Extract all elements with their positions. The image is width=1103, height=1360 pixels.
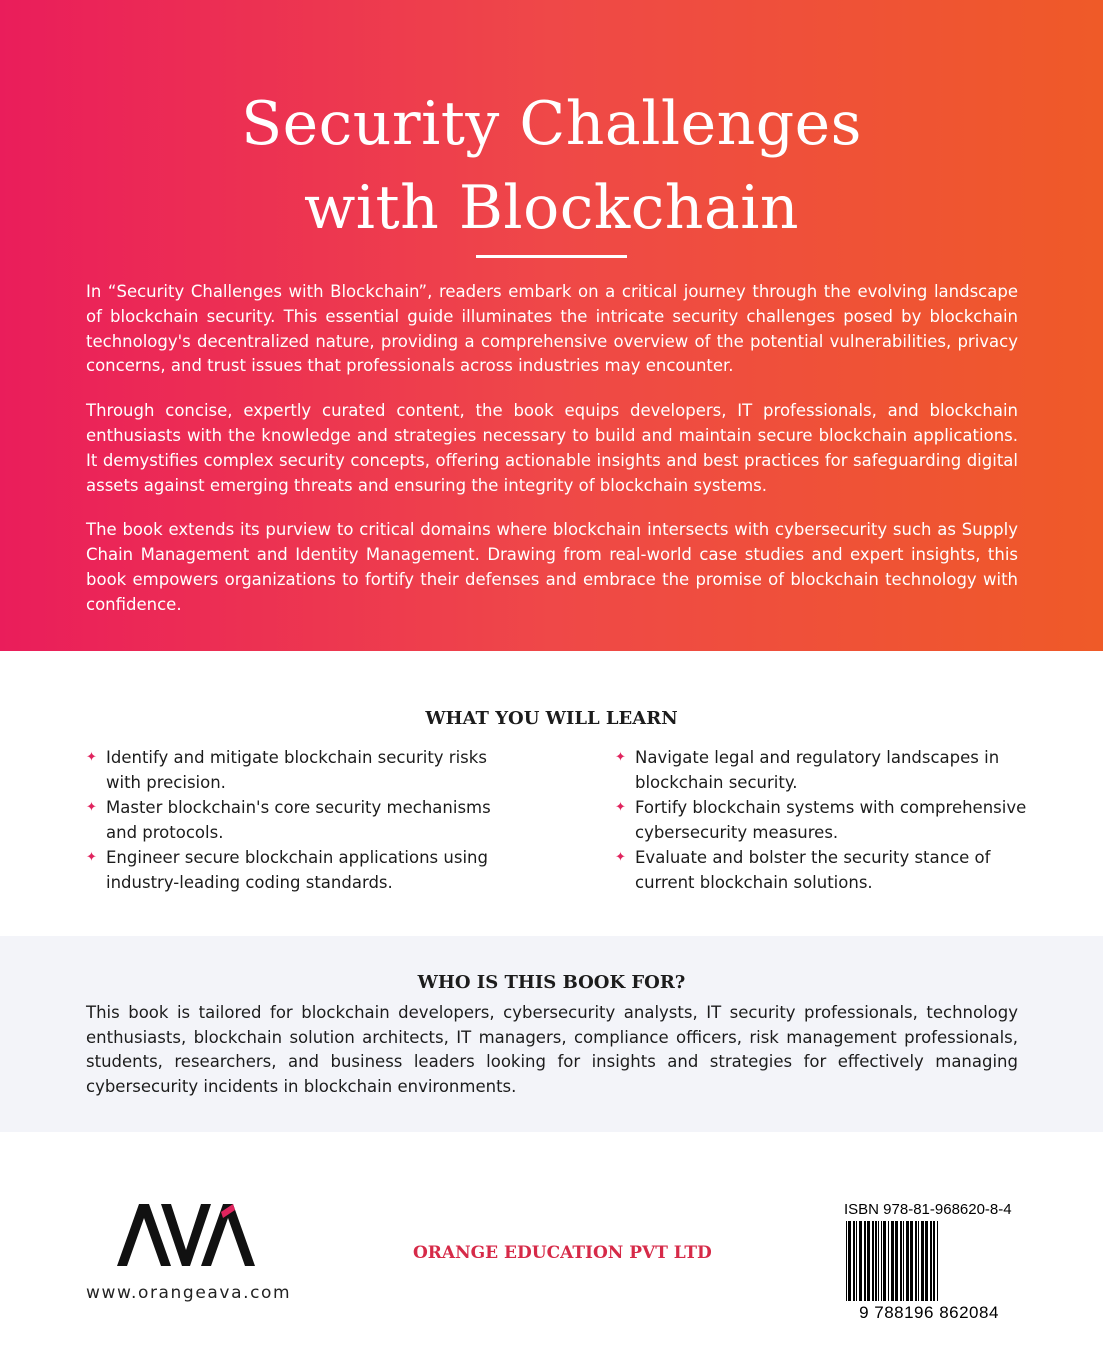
barcode-bar bbox=[903, 1221, 904, 1301]
barcode-bar bbox=[900, 1221, 902, 1301]
barcode-bar bbox=[925, 1221, 928, 1301]
star-bullet-icon: ✦ bbox=[615, 850, 626, 865]
learn-item bbox=[615, 795, 1035, 845]
barcode-bar bbox=[864, 1221, 866, 1301]
audience-section bbox=[0, 936, 1103, 1132]
star-bullet-icon: ✦ bbox=[615, 800, 626, 815]
barcode-bar bbox=[921, 1221, 924, 1301]
barcode-digits: 9 788196 862084 bbox=[859, 1303, 999, 1322]
barcode-bar bbox=[895, 1221, 898, 1301]
isbn-label: ISBN 978-81-968620-8-4 bbox=[844, 1201, 1012, 1218]
star-bullet-icon: ✦ bbox=[615, 750, 626, 765]
barcode-bar bbox=[875, 1221, 877, 1301]
barcode-bar bbox=[872, 1221, 874, 1301]
barcode-bar bbox=[846, 1221, 847, 1301]
barcode-bar bbox=[891, 1221, 894, 1301]
learn-item-text: Fortify blockchain systems with comprehensive cybersecurity measures. bbox=[635, 798, 1027, 842]
star-bullet-icon: ✦ bbox=[86, 800, 97, 815]
learn-item-text: Identify and mitigate blockchain security risks with precision. bbox=[106, 748, 487, 792]
learn-item-text: Engineer secure blockchain applications using industry-leading coding standards. bbox=[106, 848, 488, 892]
learn-item-text: Navigate legal and regulatory landscapes in blockchain security. bbox=[635, 748, 1000, 792]
audience-text: This book is tailored for blockchain developers, cybersecurity analysts, IT security professionals, technology enthusiasts, blockchain solution architects, IT managers, compliance officers, risk management professionals, students, researchers, and business leaders looking for insights and strategies for effectively managing cybersecurity incidents in blockchain environments. bbox=[86, 1003, 1018, 1097]
barcode-bar bbox=[881, 1221, 882, 1301]
audience-heading: WHO IS THIS BOOK FOR? bbox=[417, 972, 686, 993]
learn-item-text: Master blockchain's core security mechanisms and protocols. bbox=[106, 798, 491, 842]
barcode-bar bbox=[848, 1221, 851, 1301]
learn-item-text: Evaluate and bolster the security stance of current blockchain solutions. bbox=[635, 848, 991, 892]
barcode-bar bbox=[867, 1221, 870, 1301]
barcode-bar bbox=[856, 1221, 857, 1301]
publisher-name: ORANGE EDUCATION PVT LTD bbox=[413, 1243, 712, 1263]
barcode-bar bbox=[910, 1221, 913, 1301]
barcode-graphic bbox=[836, 1221, 1022, 1305]
barcode-bar bbox=[906, 1221, 909, 1301]
book-title-line1: Security Challenges bbox=[241, 89, 862, 159]
hero-banner bbox=[0, 0, 1103, 651]
star-bullet-icon: ✦ bbox=[86, 850, 97, 865]
book-title bbox=[0, 82, 1103, 250]
intro-paragraph: Through concise, expertly curated content, the book equips developers, IT professionals, and blockchain enthusiasts with the knowledge and strategies necessary to build and maintain secure blockchain applications. It demystifies complex security concepts, offering actionable insights and best practices for safeguarding digital assets against emerging threats and ensuring the integrity of blockchain systems. bbox=[86, 401, 1018, 495]
title-divider bbox=[476, 255, 627, 258]
learn-item bbox=[86, 745, 506, 795]
intro-text bbox=[86, 280, 1018, 638]
star-bullet-icon: ✦ bbox=[86, 750, 97, 765]
intro-paragraph: The book extends its purview to critical domains where blockchain intersects with cybersecurity such as Supply Chain Management and Identity Management. Drawing from real-world case studies and expert insights, this book empowers organizations to fortify their defenses and embrace the promise of blockchain technology with confidence. bbox=[86, 520, 1018, 614]
learn-heading: WHAT YOU WILL LEARN bbox=[425, 708, 678, 729]
intro-paragraph: In “Security Challenges with Blockchain”, readers embark on a critical journey through the evolving landscape of blockchain security. This essential guide illuminates the intricate security challenges posed by blockchain technology's decentralized nature, providing a comprehensive overview of the potential vulnerabilities, privacy concerns, and trust issues that professionals across industries may encounter. bbox=[86, 282, 1018, 376]
isbn-barcode-block bbox=[836, 1199, 1022, 1329]
barcode-bar bbox=[915, 1221, 917, 1301]
barcode-bar bbox=[859, 1221, 862, 1301]
barcode-bar bbox=[888, 1221, 889, 1301]
book-title-line2: with Blockchain bbox=[303, 173, 800, 243]
barcode-bar bbox=[930, 1221, 932, 1301]
barcode-bar bbox=[878, 1221, 879, 1301]
publisher-website: www.orangeava.com bbox=[86, 1283, 292, 1303]
barcode-bar bbox=[918, 1221, 919, 1301]
barcode-bar bbox=[933, 1221, 935, 1301]
barcode-bar bbox=[853, 1221, 855, 1301]
ava-logo bbox=[117, 1204, 255, 1266]
learn-item bbox=[86, 845, 506, 895]
barcode-bar bbox=[937, 1221, 938, 1301]
learn-item bbox=[615, 745, 1035, 795]
learn-item bbox=[615, 845, 1035, 895]
learn-list-right bbox=[615, 745, 1035, 895]
learn-list-left bbox=[86, 745, 506, 895]
learn-item bbox=[86, 795, 506, 845]
barcode-bar bbox=[883, 1221, 886, 1301]
